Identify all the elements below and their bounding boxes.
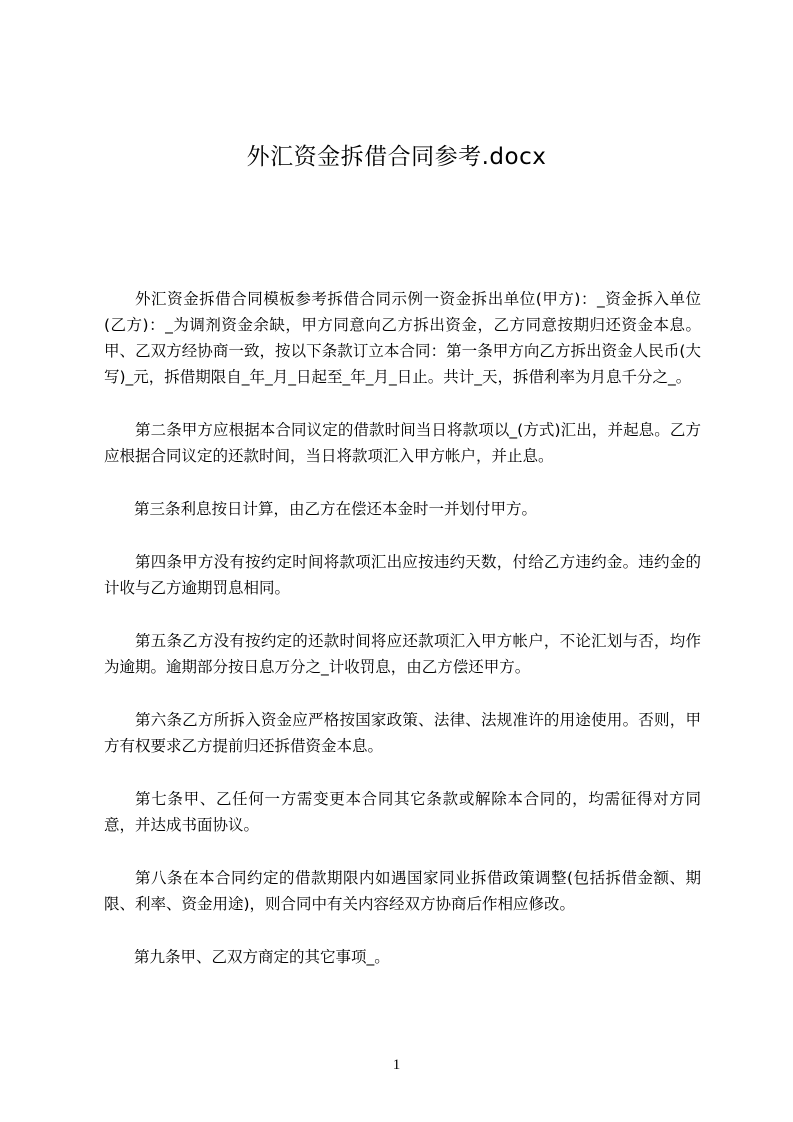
document-title: 外汇资金拆借合同参考.docx [246,144,547,170]
paragraph-intro-article-1: 外汇资金拆借合同模板参考拆借合同示例一资金拆出单位(甲方)：_资金拆入单位(乙方)：_为调剂资金余缺，甲方同意向乙方拆出资金，乙方同意按期归还资金本息。甲、乙双方经协商一致，按以下条款订立本合同：第一条甲方向乙方拆出资金人民币(大写)_元，拆借期限自_年_月_日起至_年_月_日止。共计_天，拆借利率为月息千分之_。 [104,290,701,386]
paragraph-article-5: 第五条乙方没有按约定的还款时间将应还款项汇入甲方帐户，不论汇划与否，均作为逾期。逾期部分按日息万分之_计收罚息，由乙方偿还甲方。 [104,632,701,676]
paragraph-article-3: 第三条利息按日计算，由乙方在偿还本金时一并划付甲方。 [134,500,538,518]
paragraph-article-6: 第六条乙方所拆入资金应严格按国家政策、法律、法规准许的用途使用。否则，甲方有权要求乙方提前归还拆借资金本息。 [104,711,701,755]
paragraph-article-8: 第八条在本合同约定的借款期限内如遇国家同业拆借政策调整(包括拆借金额、期限、利率、资金用途)，则合同中有关内容经双方协商后作相应修改。 [104,869,701,913]
document-body [104,286,701,970]
paragraph-article-9: 第九条甲、乙双方商定的其它事项_。 [134,948,390,966]
paragraph-article-4: 第四条甲方没有按约定时间将款项汇出应按违约天数，付给乙方违约金。违约金的计收与乙方逾期罚息相同。 [104,553,701,597]
page-number: 1 [392,1057,401,1073]
paragraph-article-7: 第七条甲、乙任何一方需变更本合同其它条款或解除本合同的，均需征得对方同意，并达成书面协议。 [104,790,701,834]
paragraph-article-2: 第二条甲方应根据本合同议定的借款时间当日将款项以_(方式)汇出，并起息。乙方应根据合同议定的还款时间，当日将款项汇入甲方帐户，并止息。 [104,421,701,465]
